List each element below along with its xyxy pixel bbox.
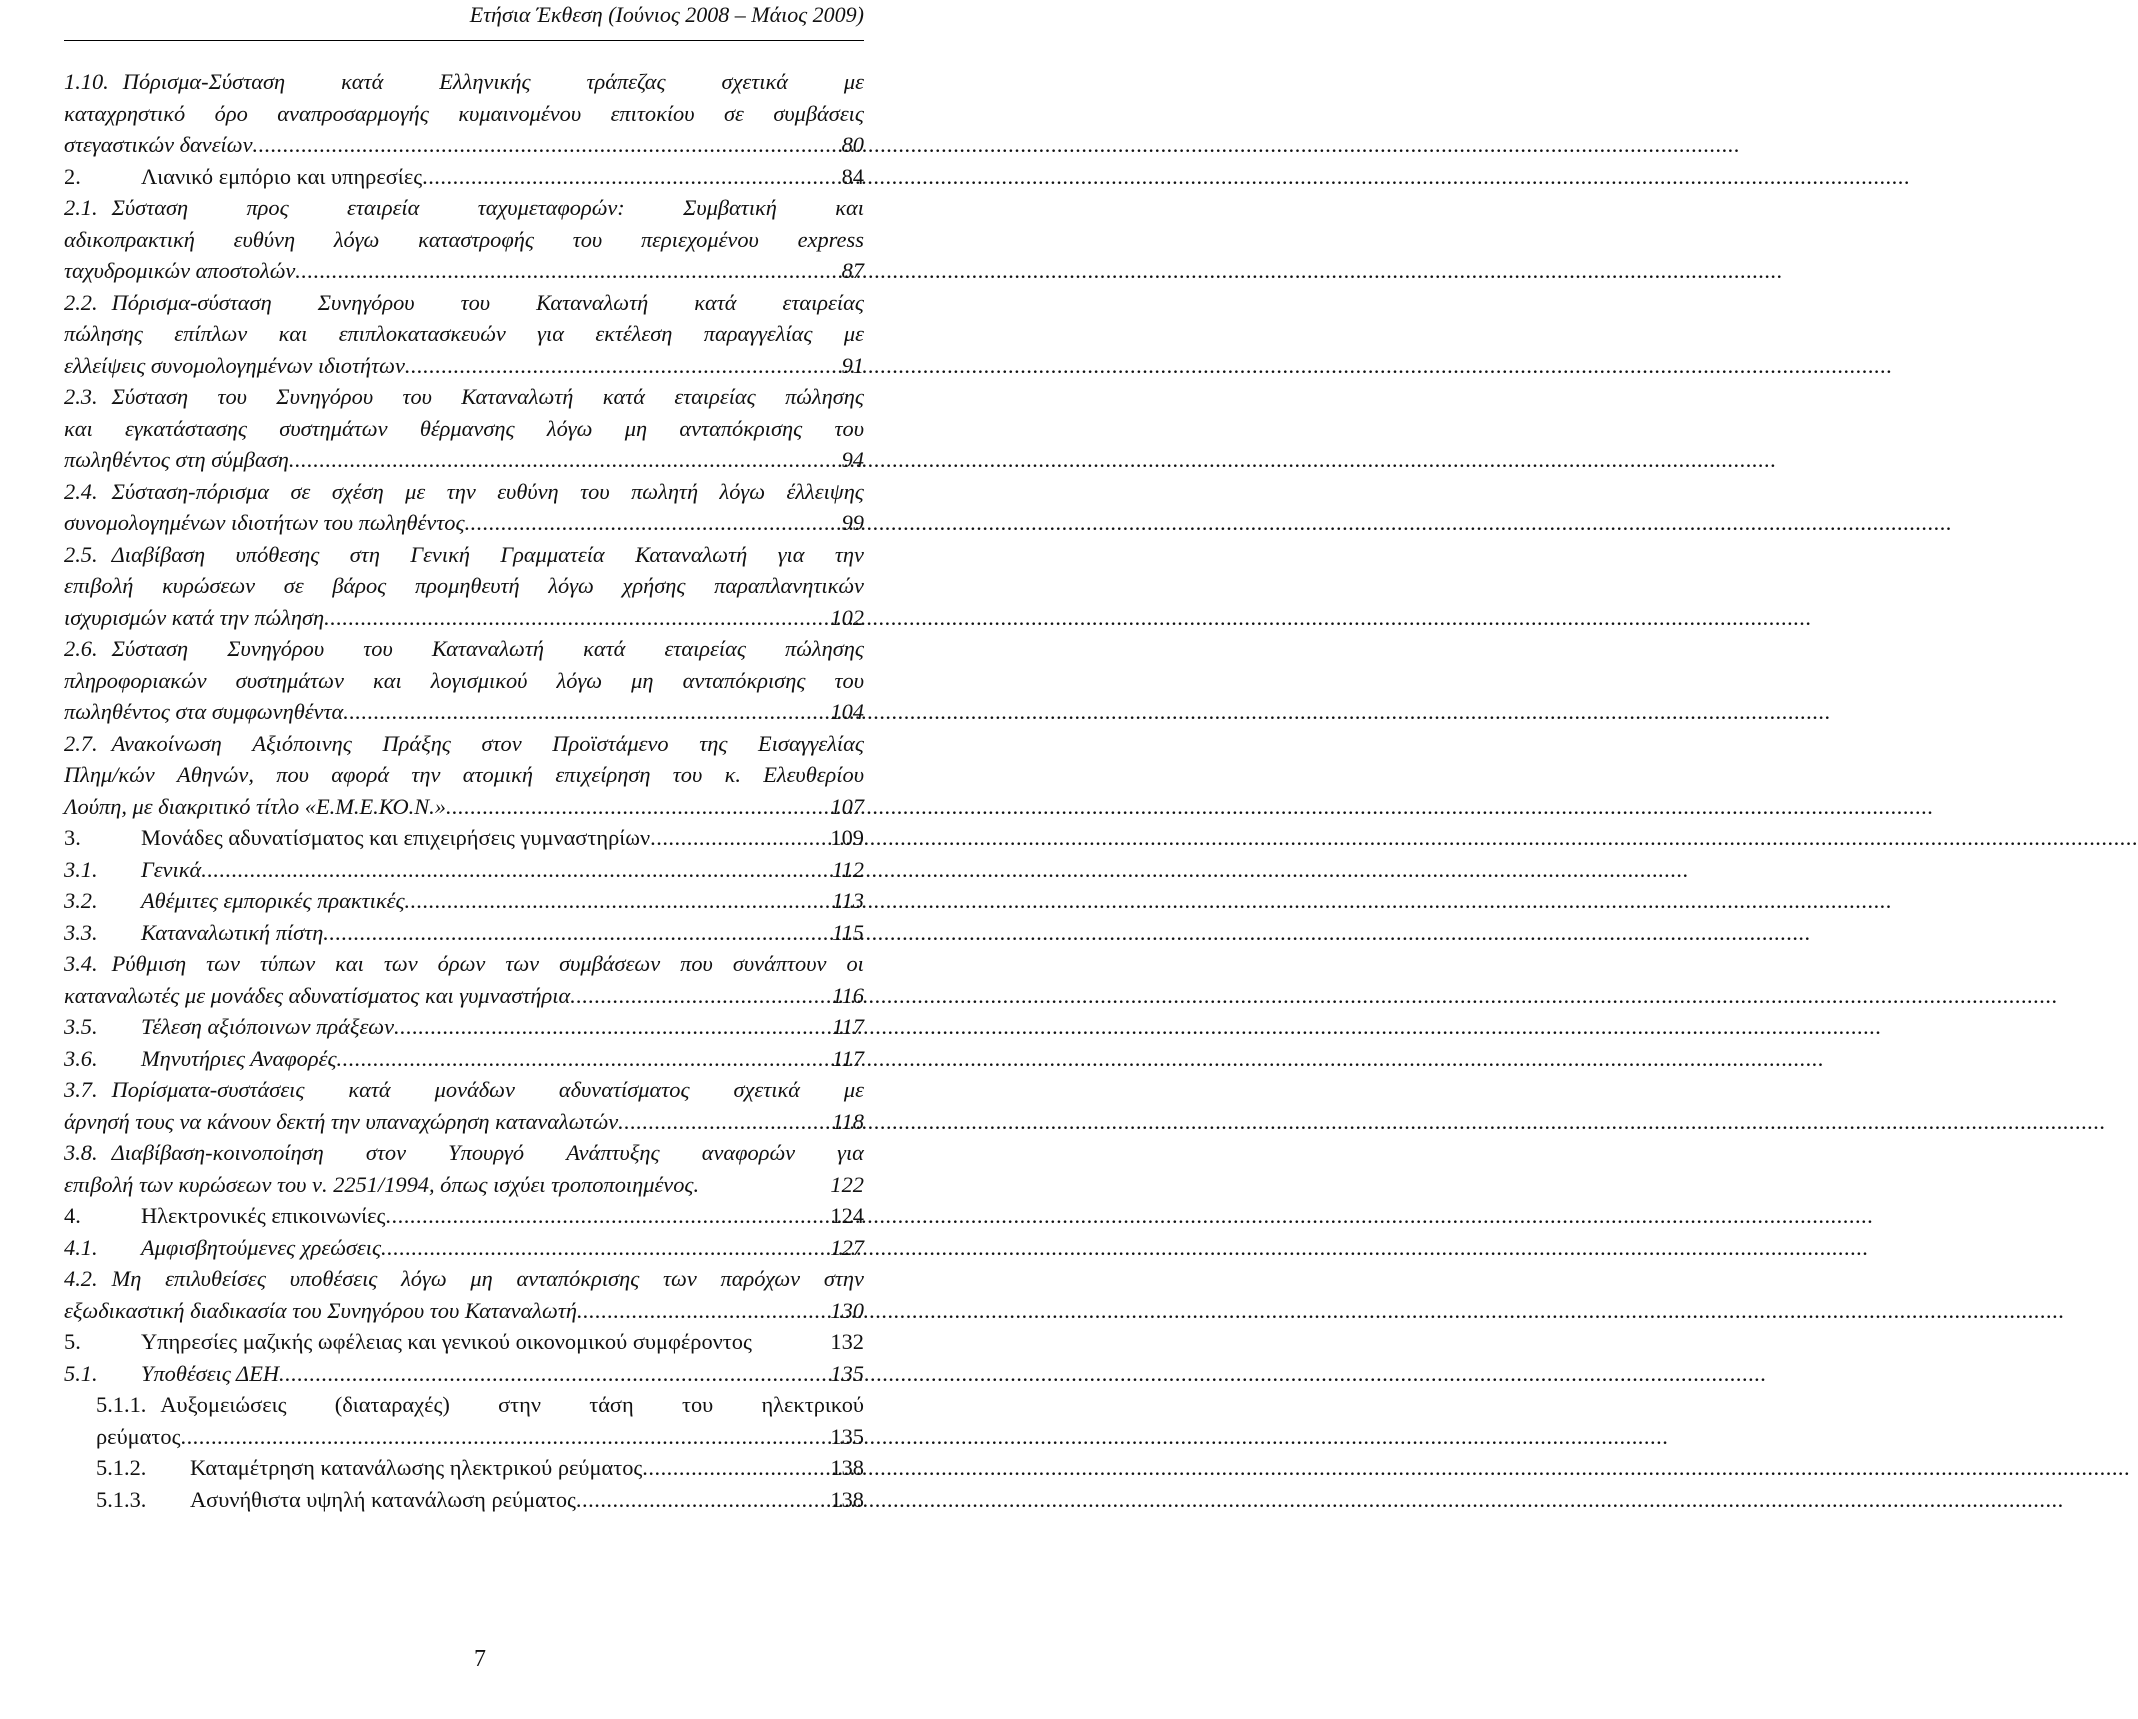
toc-entry-title: εξωδικαστική διαδικασία του Συνηγόρου του Καταναλωτή <box>64 1297 577 1323</box>
toc-entry-number: 3.1. <box>64 856 98 882</box>
leader-dots <box>405 885 833 917</box>
toc-entry-text: Ανακοίνωση Αξιόποινης Πράξης στον Προϊστάμενο της Εισαγγελίας <box>111 730 864 756</box>
toc-entry-page: 118 <box>832 1108 864 1134</box>
toc-entry-number: 3.3. <box>64 919 98 945</box>
toc-entry-page: 113 <box>832 888 864 913</box>
toc-entry-page: 135 <box>830 1423 864 1449</box>
toc-entry-line <box>64 948 864 980</box>
toc-entry-text: και εγκατάστασης συστημάτων θέρμανσης λόγω μη ανταπόκρισης του <box>64 415 864 441</box>
toc-entry-number: 5.1.3. <box>96 1486 147 1512</box>
toc-entry-line <box>64 633 864 665</box>
toc-entry-number: 3.8. <box>64 1140 98 1165</box>
toc-entry-last-line <box>64 1295 864 1327</box>
toc-entry-text: πώλησης επίπλων και επιπλοκατασκευών για εκτέλεση παραγγελίας με <box>64 321 864 346</box>
toc-entry-last-line <box>96 1421 864 1453</box>
leader-dots <box>295 255 841 287</box>
toc-entry-text: Πόρισμα-Σύσταση κατά Ελληνικής τράπεζας σχετικά με <box>122 69 864 94</box>
toc-entry-text: Ρύθμιση των τύπων και των όρων των συμβάσεων που συνάπτουν οι <box>111 951 864 976</box>
toc-entry-page: 138 <box>830 1486 864 1512</box>
leader-dots <box>576 1484 830 1516</box>
toc-entry-page: 117 <box>832 1014 864 1039</box>
toc-entry[interactable] <box>64 885 864 917</box>
toc-entry-line <box>64 476 864 508</box>
leader-dots <box>618 1106 832 1138</box>
toc-entry-last-line <box>64 129 864 161</box>
toc-entry-text: Πορίσματα-συστάσεις κατά μονάδων αδυνατίσματος σχετικά με <box>111 1077 864 1102</box>
toc-entry-title: Αμφισβητούμενες χρεώσεις <box>141 1234 382 1260</box>
running-header: Ετήσια Έκθεση (Ιούνιος 2008 – Μάιος 2009) <box>469 2 864 27</box>
toc-entry-last-line <box>64 1011 864 1043</box>
leader-dots <box>394 1011 832 1043</box>
toc-entry-last-line <box>96 1484 864 1516</box>
toc-entry-line <box>64 759 864 791</box>
toc-entry-text: Πόρισμα-σύσταση Συνηγόρου του Καταναλωτή κατά εταιρείας <box>111 289 864 315</box>
toc-entry-line <box>64 728 864 760</box>
leader-dots <box>385 1200 830 1232</box>
leader-dots <box>405 350 842 382</box>
toc-entry[interactable] <box>64 66 864 161</box>
leader-dots <box>201 854 832 886</box>
toc-entry-page: 91 <box>841 352 864 378</box>
toc-entry[interactable] <box>64 633 864 728</box>
toc-entry-title: Ασυνήθιστα υψηλή κατανάλωση ρεύματος <box>190 1486 576 1512</box>
toc-entry-last-line <box>64 1106 864 1138</box>
toc-entry-title: στεγαστικών δανείων <box>64 132 253 157</box>
toc-entry-page: 112 <box>832 856 864 882</box>
toc-entry-number: 3.2. <box>64 888 98 913</box>
toc-entry-text: Σύσταση του Συνηγόρου του Καταναλωτή κατά εταιρείας πώλησης <box>111 384 864 409</box>
toc-entry-number: 5.1. <box>64 1360 98 1386</box>
toc-entry-text: πληροφοριακών συστημάτων και λογισμικού λόγω μη ανταπόκρισης του <box>64 667 864 693</box>
toc-entry-title: Λούπη, με διακριτικό τίτλο «Ε.Μ.Ε.ΚΟ.Ν.» <box>64 793 446 819</box>
toc-entry-page: 124 <box>830 1203 864 1228</box>
toc-entry-line <box>64 98 864 130</box>
toc-entry[interactable] <box>64 1452 864 1484</box>
toc-entry-title: Καταμέτρηση κατανάλωσης ηλεκτρικού ρεύματος <box>190 1455 643 1480</box>
toc-entry-text: αδικοπρακτική ευθύνη λόγω καταστροφής του περιεχομένου express <box>64 226 864 252</box>
toc-entry-page: 107 <box>830 793 864 819</box>
toc-entry-text: Σύσταση προς εταιρεία ταχυμεταφορών: Συμβατική και <box>111 195 864 220</box>
toc-entry-title: συνομολογημένων ιδιοτήτων του πωληθέντος <box>64 510 465 535</box>
toc-entry-title: Υπηρεσίες μαζικής ωφέλειας και γενικού οικονομικού συμφέροντος <box>141 1329 752 1354</box>
toc-entry-page: 132 <box>830 1329 864 1354</box>
toc-entry-last-line <box>64 444 864 476</box>
toc-entry-last-line <box>64 1326 864 1358</box>
toc-entry-line <box>64 1074 864 1106</box>
toc-entry-page: 94 <box>841 447 864 472</box>
toc-entry-title: πωληθέντος στη σύμβαση <box>64 447 289 472</box>
leader-dots <box>324 602 830 634</box>
toc-entry-last-line <box>64 1169 864 1201</box>
toc-entry-number: 2.3. <box>64 384 98 409</box>
toc-entry-page: 115 <box>832 919 864 945</box>
toc-entry[interactable] <box>64 1358 864 1390</box>
toc-entry-last-line <box>64 507 864 539</box>
toc-entry-text: επιβολή κυρώσεων σε βάρος προμηθευτή λόγω χρήσης παραπλανητικών <box>64 573 864 598</box>
toc-entry[interactable] <box>64 1232 864 1264</box>
toc-entry-page: 87 <box>841 258 864 283</box>
toc-entry-last-line <box>64 602 864 634</box>
toc-entry-line <box>64 224 864 256</box>
toc-entry-title: ταχυδρομικών αποστολών <box>64 258 296 283</box>
toc-entry-line <box>64 381 864 413</box>
toc-entry-page: 104 <box>830 699 864 724</box>
toc-entry-line <box>64 1137 864 1169</box>
toc-entry[interactable] <box>64 1263 864 1326</box>
toc-entry-title: ισχυρισμών κατά την πώληση <box>64 604 325 630</box>
toc-entry-number: 3.7. <box>64 1077 98 1102</box>
toc-entry-last-line <box>64 1043 864 1075</box>
toc-entry-last-line <box>64 255 864 287</box>
toc-entry-page: 117 <box>832 1045 864 1071</box>
page-number: 7 <box>474 1646 486 1672</box>
toc-entry-last-line <box>64 917 864 949</box>
toc-entry-title: ελλείψεις συνομολογημένων ιδιοτήτων <box>64 352 405 378</box>
toc-entry-text: Σύσταση-πόρισμα σε σχέση με την ευθύνη του πωλητή λόγω έλλειψης <box>111 478 864 504</box>
toc-entry-page: 135 <box>830 1360 864 1386</box>
toc-entry-title: καταναλωτές με μονάδες αδυνατίσματος και γυμναστήρια <box>64 982 571 1008</box>
toc-entry-page: 109 <box>830 825 864 850</box>
leader-dots <box>446 791 830 823</box>
toc-entry[interactable] <box>64 161 864 193</box>
header-rule <box>64 40 864 41</box>
toc-entry[interactable] <box>64 192 864 287</box>
toc-entry-number: 2.6. <box>64 636 98 661</box>
toc-entry-line <box>64 1263 864 1295</box>
table-of-contents <box>64 66 864 1515</box>
toc-entry-page: 99 <box>841 510 864 535</box>
toc-entry-title: Καταναλωτική πίστη <box>141 919 324 945</box>
toc-entry[interactable] <box>64 1011 864 1043</box>
toc-entry[interactable] <box>64 1043 864 1075</box>
toc-entry-last-line <box>64 1200 864 1232</box>
toc-entry[interactable] <box>64 917 864 949</box>
toc-entry-number: 2.2. <box>64 289 98 315</box>
leader-dots <box>422 161 842 193</box>
leader-dots <box>289 444 842 476</box>
toc-entry-last-line <box>64 885 864 917</box>
toc-entry-title: άρνησή τους να κάνουν δεκτή την υπαναχώρηση καταναλωτών <box>64 1108 619 1134</box>
toc-entry-title: Γενικά <box>141 856 202 882</box>
toc-entry[interactable] <box>64 1074 864 1137</box>
toc-entry[interactable] <box>64 1326 864 1358</box>
toc-entry[interactable] <box>64 1484 864 1516</box>
toc-entry-number: 3.4. <box>64 951 98 976</box>
toc-entry-page: 80 <box>841 132 864 157</box>
toc-entry[interactable] <box>64 539 864 634</box>
toc-entry-title: Αθέμιτες εμπορικές πρακτικές <box>141 888 405 913</box>
leader-dots <box>279 1358 830 1390</box>
toc-entry[interactable] <box>64 948 864 1011</box>
toc-entry-text: Σύσταση Συνηγόρου του Καταναλωτή κατά εταιρείας πώλησης <box>111 636 864 661</box>
leader-dots <box>323 917 832 949</box>
toc-entry-page: 138 <box>830 1455 864 1480</box>
leader-dots <box>343 696 830 728</box>
toc-entry-number: 5.1.2. <box>96 1455 147 1480</box>
toc-entry[interactable] <box>64 728 864 823</box>
toc-entry-title: Μονάδες αδυνατίσματος και επιχειρήσεις γυμναστηρίων <box>141 825 651 850</box>
toc-entry-last-line <box>64 1358 864 1390</box>
toc-entry-page: 116 <box>832 982 864 1008</box>
toc-entry[interactable] <box>64 1200 864 1232</box>
toc-entry-line <box>64 539 864 571</box>
toc-entry-text: Μη επιλυθείσες υποθέσεις λόγω μη ανταπόκρισης των παρόχων στην <box>111 1266 864 1291</box>
leader-dots <box>642 1452 830 1484</box>
toc-entry-last-line <box>96 1452 864 1484</box>
toc-entry-last-line <box>64 980 864 1012</box>
leader-dots <box>337 1043 833 1075</box>
toc-entry-line <box>96 1389 864 1421</box>
toc-entry-last-line <box>64 161 864 193</box>
toc-entry-number: 2. <box>64 163 81 189</box>
toc-entry-title: Λιανικό εμπόριο και υπηρεσίες <box>141 163 423 189</box>
toc-entry-number: 3. <box>64 825 81 850</box>
toc-entry-title: Ηλεκτρονικές επικοινωνίες <box>141 1203 386 1228</box>
leader-dots <box>570 980 832 1012</box>
toc-entry-number: 3.6. <box>64 1045 98 1071</box>
toc-entry-page: 122 <box>830 1171 864 1197</box>
toc-entry-last-line <box>64 854 864 886</box>
toc-entry[interactable] <box>64 854 864 886</box>
toc-entry-page: 102 <box>830 604 864 630</box>
toc-entry-title: ρεύματος <box>96 1423 181 1449</box>
toc-entry-line <box>64 66 864 98</box>
toc-entry[interactable] <box>64 476 864 539</box>
toc-entry-page: 130 <box>830 1297 864 1323</box>
toc-entry-title: Υποθέσεις ΔΕΗ <box>141 1360 280 1386</box>
toc-entry-number: 4. <box>64 1203 81 1228</box>
leader-dots <box>577 1295 830 1327</box>
toc-entry-number: 4.2. <box>64 1266 98 1291</box>
toc-entry-line <box>64 192 864 224</box>
toc-entry-line <box>64 665 864 697</box>
toc-entry-last-line <box>64 350 864 382</box>
toc-entry-number: 5. <box>64 1329 81 1354</box>
toc-entry-text: Πλημ/κών Αθηνών, που αφορά την ατομική επιχείρηση του κ. Ελευθερίου <box>64 762 864 787</box>
toc-entry-number: 2.1. <box>64 195 98 220</box>
toc-entry-title: επιβολή των κυρώσεων του ν. 2251/1994, όπως ισχύει τροποποιημένος. <box>64 1171 700 1197</box>
toc-entry-number: 4.1. <box>64 1234 98 1260</box>
leader-dots <box>381 1232 830 1264</box>
leader-dots <box>253 129 842 161</box>
toc-entry-page: 127 <box>830 1234 864 1260</box>
toc-entry-text: Διαβίβαση-κοινοποίηση στον Υπουργό Ανάπτυξης αναφορών για <box>111 1140 864 1165</box>
leader-dots <box>465 507 842 539</box>
toc-entry-last-line <box>64 1232 864 1264</box>
toc-entry[interactable] <box>64 1137 864 1200</box>
toc-entry-number: 1.10. <box>64 69 109 94</box>
toc-entry-line <box>64 318 864 350</box>
leader-dots <box>180 1421 830 1453</box>
toc-entry-number: 2.7. <box>64 730 98 756</box>
toc-entry-text: Διαβίβαση υπόθεσης στη Γενική Γραμματεία Καταναλωτή για την <box>111 541 864 567</box>
toc-entry-line <box>64 287 864 319</box>
toc-entry-title: πωληθέντος στα συμφωνηθέντα <box>64 699 344 724</box>
toc-entry-text: καταχρηστικό όρο αναπροσαρμογής κυμαινομένου επιτοκίου σε συμβάσεις <box>64 100 864 126</box>
toc-entry-number: 5.1.1. <box>96 1392 147 1417</box>
toc-entry-last-line <box>64 696 864 728</box>
toc-entry-number: 2.5. <box>64 541 98 567</box>
toc-entry-number: 3.5. <box>64 1014 98 1039</box>
toc-entry-title: Τέλεση αξιόποινων πράξεων <box>141 1014 395 1039</box>
toc-entry-number: 2.4. <box>64 478 98 504</box>
toc-entry-last-line <box>64 791 864 823</box>
toc-entry-text: Αυξομειώσεις (διαταραχές) στην τάση του ηλεκτρικού <box>160 1392 864 1417</box>
toc-entry[interactable] <box>64 287 864 382</box>
toc-entry-page: 84 <box>841 163 864 189</box>
leader-dots <box>650 822 830 854</box>
toc-entry[interactable] <box>64 381 864 476</box>
toc-entry-title: Μηνυτήριες Αναφορές <box>141 1045 337 1071</box>
toc-entry-line <box>64 413 864 445</box>
toc-entry[interactable] <box>64 822 864 854</box>
toc-entry[interactable] <box>64 1389 864 1452</box>
toc-entry-last-line <box>64 822 864 854</box>
toc-entry-line <box>64 570 864 602</box>
